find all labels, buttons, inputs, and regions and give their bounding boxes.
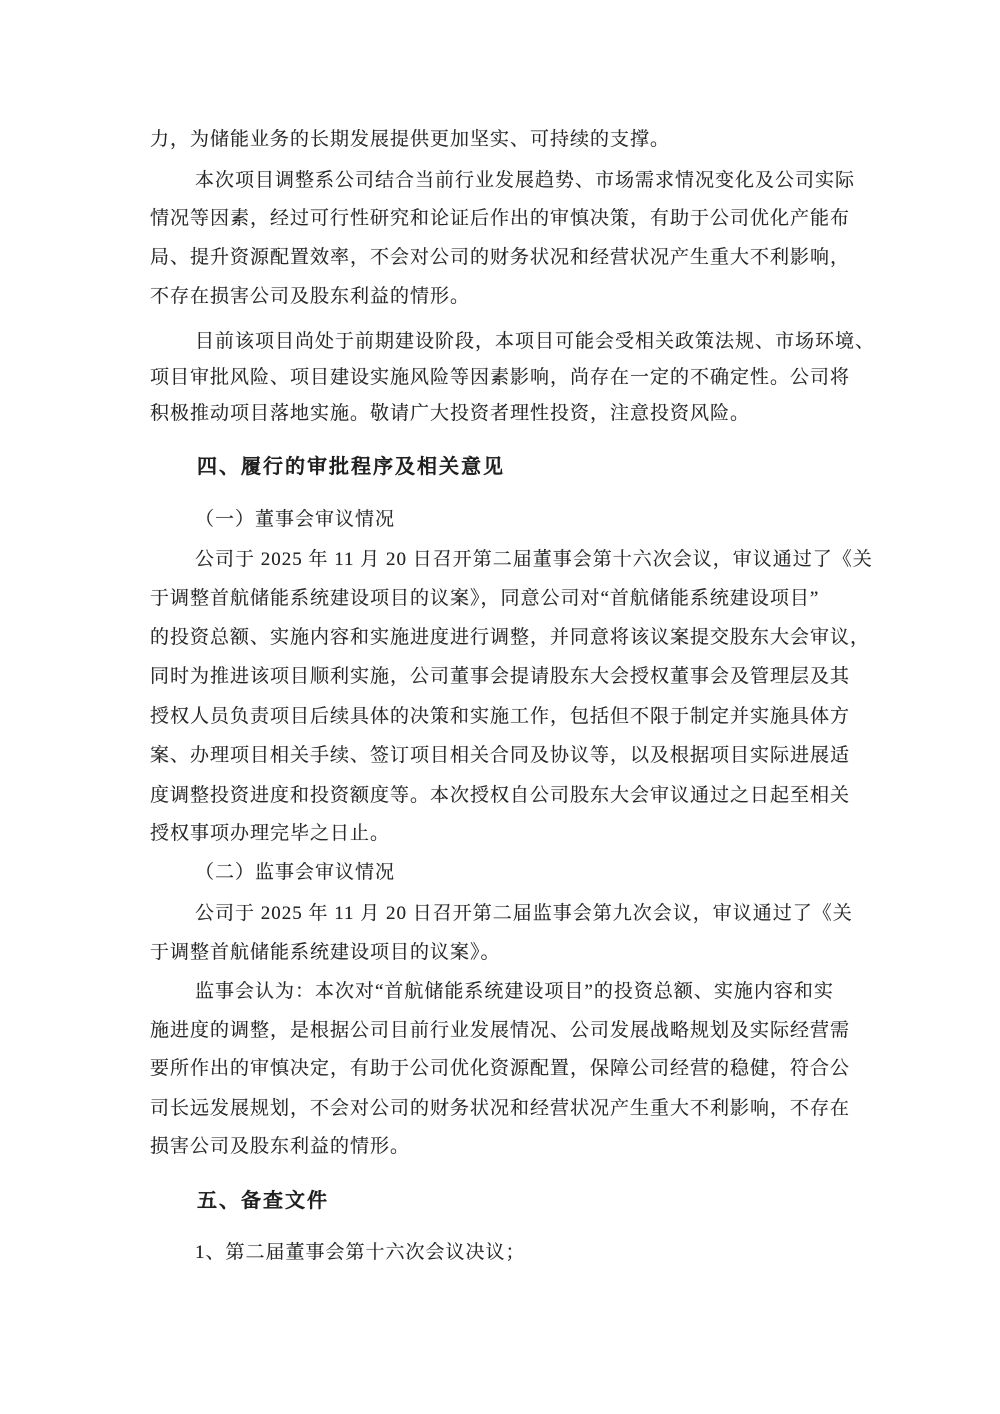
paragraph-line: 情况等因素，经过可行性研究和论证后作出的审慎决策，有助于公司优化产能布	[150, 208, 851, 229]
paragraph-line: 的投资总额、实施内容和实施进度进行调整，并同意将该议案提交股东大会审议，	[150, 627, 871, 648]
paragraph-line: 损害公司及股东利益的情形。	[150, 1136, 411, 1157]
section-heading-documents-for-reference: 五、备查文件	[197, 1190, 329, 1212]
paragraph-line: 于调整首航储能系统建设项目的议案》。	[150, 942, 501, 963]
list-item-line: 1、第二届董事会第十六次会议决议；	[195, 1242, 526, 1263]
paragraph-line: 公司于 2025 年 11 月 20 日召开第二届董事会第十六次会议，审议通过了《关	[195, 549, 873, 570]
paragraph-line: 项目审批风险、项目建设实施风险等因素影响，尚存在一定的不确定性。公司将	[150, 367, 851, 388]
paragraph-line: 于调整首航储能系统建设项目的议案》，同意公司对“首航储能系统建设项目”	[150, 588, 820, 609]
paragraph-line: 目前该项目尚处于前期建设阶段，本项目可能会受相关政策法规、市场环境、	[195, 331, 876, 352]
paragraph-line: 案、办理项目相关手续、签订项目相关合同及协议等，以及根据项目实际进展适	[150, 745, 851, 766]
paragraph-line: 公司于 2025 年 11 月 20 日召开第二届监事会第九次会议，审议通过了《关	[195, 903, 853, 924]
paragraph-line: 积极推动项目落地实施。敬请广大投资者理性投资，注意投资风险。	[150, 403, 751, 424]
paragraph-line: 度调整投资进度和投资额度等。本次授权自公司股东大会审议通过之日起至相关	[150, 785, 851, 806]
paragraph-line: 施进度的调整，是根据公司目前行业发展情况、公司发展战略规划及实际经营需	[150, 1020, 851, 1041]
paragraph-line: 力，为储能业务的长期发展提供更加坚实、可持续的支撑。	[150, 129, 671, 150]
section-heading-approval-procedures: 四、履行的审批程序及相关意见	[197, 456, 505, 478]
paragraph-line: 同时为推进该项目顺利实施，公司董事会提请股东大会授权董事会及管理层及其	[150, 666, 851, 687]
paragraph-line: 局、提升资源配置效率，不会对公司的财务状况和经营状况产生重大不利影响，	[150, 247, 851, 268]
paragraph-line: 司长远发展规划，不会对公司的财务状况和经营状况产生重大不利影响，不存在	[150, 1098, 851, 1119]
paragraph-line: 不存在损害公司及股东利益的情形。	[150, 286, 471, 307]
paragraph-line: 监事会认为：本次对“首航储能系统建设项目”的投资总额、实施内容和实	[195, 981, 834, 1002]
subsection-title-board-review: （一）董事会审议情况	[195, 509, 396, 530]
paragraph-line: 授权事项办理完毕之日止。	[150, 823, 391, 844]
paragraph-line: 要所作出的审慎决定，有助于公司优化资源配置，保障公司经营的稳健，符合公	[150, 1058, 851, 1079]
paragraph-line: 本次项目调整系公司结合当前行业发展趋势、市场需求情况变化及公司实际	[195, 170, 856, 191]
subsection-title-supervisory-review: （二）监事会审议情况	[195, 862, 396, 883]
paragraph-line: 授权人员负责项目后续具体的决策和实施工作，包括但不限于制定并实施具体方	[150, 706, 851, 727]
